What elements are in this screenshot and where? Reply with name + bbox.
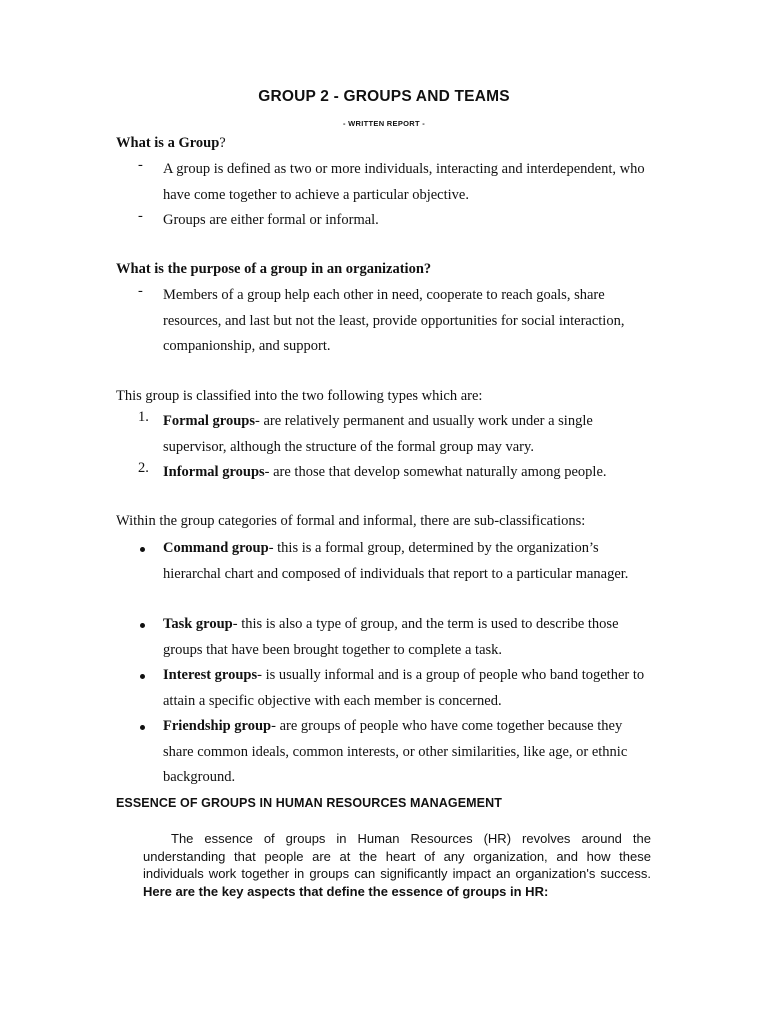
definition-text: - this is a formal group, determined by the organization’s hierarchal chart and composed of individuals that report to a particular manager. <box>163 540 629 582</box>
definition-text: - are groups of people who have come together because they share common ideals, common interests, or other similarities, like age, or ethnic background. <box>163 718 628 785</box>
bullet-icon <box>140 725 145 730</box>
subclass-intro: Within the group categories of formal and informal, there are sub-classifications: <box>116 513 586 529</box>
bullet-icon <box>140 623 145 628</box>
definition-text: - is usually informal and is a group of people who band together to attain a specific objective with each member is concerned. <box>163 667 645 709</box>
document-title: GROUP 2 - GROUPS AND TEAMS <box>258 88 510 105</box>
bullet-icon <box>140 674 145 679</box>
numbered-item-informal <box>116 460 656 486</box>
bullet-item-interest <box>116 663 656 714</box>
essence-paragraph <box>143 830 651 900</box>
bullet-item-friendship <box>116 714 656 791</box>
dash-marker: - <box>138 208 143 224</box>
heading-purpose-of-group: What is the purpose of a group in an organization? <box>116 261 432 277</box>
number-marker: 1. <box>138 409 149 425</box>
numbered-item-formal <box>116 409 656 460</box>
list-item <box>116 283 656 360</box>
bullet-item-command <box>116 536 656 587</box>
definition-text: - this is also a type of group, and the term is used to describe those groups that have been brought together to complete a task. <box>163 616 619 658</box>
essence-heading: ESSENCE OF GROUPS IN HUMAN RESOURCES MANAGEMENT <box>116 796 502 810</box>
term-command-group: Command group <box>163 540 269 556</box>
bullet-item-task <box>116 612 656 663</box>
definition-text: - are relatively permanent and usually work under a single supervisor, although the structure of the formal group may vary. <box>163 413 593 455</box>
document-subtitle: - WRITTEN REPORT - <box>342 119 426 128</box>
term-formal-groups: Formal groups <box>163 413 255 429</box>
types-intro: This group is classified into the two following types which are: <box>116 388 483 404</box>
number-marker: 2. <box>138 460 149 476</box>
heading-question-mark: ? <box>219 135 226 151</box>
heading-what-is-a-group: What is a Group? <box>116 135 226 151</box>
term-informal-groups: Informal groups <box>163 464 265 480</box>
bullet-icon <box>140 547 145 552</box>
essence-paragraph-emphasis: Here are the key aspects that define the essence of groups in HR: <box>143 883 549 899</box>
essence-paragraph-text: The essence of groups in Human Resources (HR) revolves around the understanding that people are at the heart of any organization, and how these individuals work together in groups can significantly impact an organization's success. <box>143 831 651 882</box>
list-item <box>116 208 656 234</box>
term-interest-groups: Interest groups <box>163 667 258 683</box>
dash-marker: - <box>138 283 143 299</box>
list-item-text: A group is defined as two or more individuals, interacting and interdependent, who have come together to achieve a particular objective. <box>163 161 645 203</box>
term-task-group: Task group <box>163 616 233 632</box>
list-item-text: Members of a group help each other in need, cooperate to reach goals, share resources, and last but not the least, provide opportunities for social interaction, companionship, and support. <box>163 287 625 354</box>
term-friendship-group: Friendship group <box>163 718 272 734</box>
list-item-text: Groups are either formal or informal. <box>163 212 379 228</box>
dash-marker: - <box>138 157 143 173</box>
definition-text: - are those that develop somewhat naturally among people. <box>264 464 607 480</box>
list-item <box>116 157 656 208</box>
